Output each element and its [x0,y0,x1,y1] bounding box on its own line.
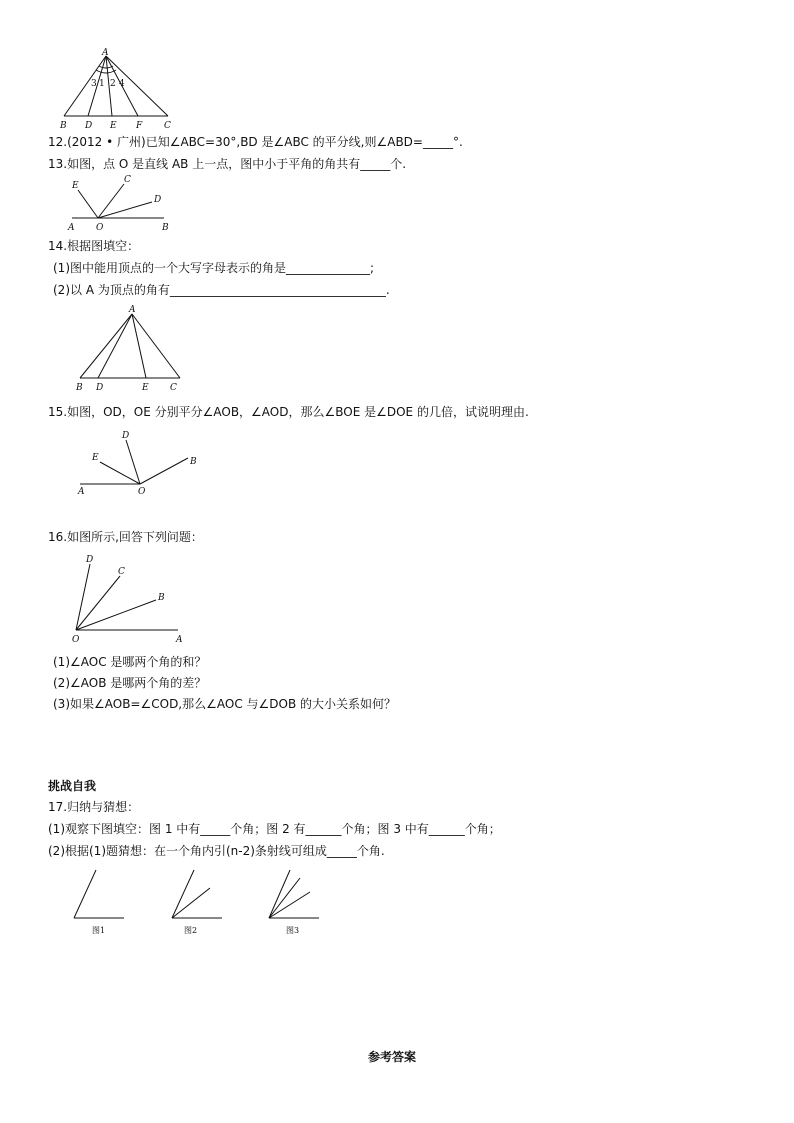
label-C: C [124,175,131,185]
figure-16 [66,550,192,646]
label-E: E [92,453,99,463]
angle-number: 4 [119,79,125,89]
label-D: D [85,121,93,131]
answers-title: 参考答案 [368,1050,417,1064]
figure-17 [64,862,334,940]
angle-number: 2 [110,79,116,89]
label-O: O [138,487,146,497]
question-17-title: 17.归纳与猜想： [48,800,140,814]
label-F: F [136,121,143,131]
question-16-part-1: (1)∠AOC 是哪两个角的和？ [53,655,207,669]
question-16-part-3: (3)如果∠AOB=∠COD,那么∠AOC 与∠DOB 的大小关系如何？ [53,697,397,711]
label-A: A [176,635,183,645]
label-D: D [86,555,94,565]
figure-13 [62,172,182,234]
label-D: D [96,383,104,393]
label-B: B [190,457,197,467]
figure-caption-3: 图3 [286,926,300,935]
label-C: C [164,121,171,131]
triangle-figure-top [58,46,188,134]
question-12: 12.(2012 • 广州)已知∠ABC=30°,BD 是∠ABC 的平分线,则∠ABD=_____°. [48,135,463,149]
label-A: A [78,487,85,497]
question-15: 15.如图，OD，OE 分别平分∠AOB，∠AOD，那么∠BOE 是∠DOE 的几倍，试说明理由. [48,405,529,419]
label-O: O [96,223,104,233]
label-C: C [118,567,125,577]
label-O: O [72,635,80,645]
question-14-part-1: (1)图中能用顶点的一个大写字母表示的角是______________; [53,261,375,275]
question-16-part-2: (2)∠AOB 是哪两个角的差？ [53,676,207,690]
question-13: 13.如图，点 O 是直线 AB 上一点，图中小于平角的角共有_____个. [48,157,407,171]
label-E: E [110,121,117,131]
figure-caption-1: 图1 [92,926,106,935]
label-B: B [76,383,83,393]
question-14-title: 14.根据图填空： [48,239,140,253]
label-C: C [170,383,177,393]
label-A: A [102,48,109,58]
angle-number: 1 [99,79,105,89]
label-D: D [154,195,162,205]
label-A: A [129,305,136,315]
label-B: B [60,121,67,131]
question-16-title: 16.如图所示,回答下列问题： [48,530,203,544]
label-B: B [158,593,165,603]
label-B: B [162,223,169,233]
label-D: D [122,431,130,441]
label-A: A [68,223,75,233]
figure-caption-2: 图2 [184,926,198,935]
angle-number: 3 [91,79,97,89]
question-14-part-2: (2)以 A 为顶点的角有____________________________________. [53,283,390,297]
question-17-part-2: (2)根据(1)题猜想：在一个角内引(n-2)条射线可组成_____个角. [48,844,385,858]
figure-15 [74,428,204,498]
label-E: E [72,181,79,191]
question-17-part-1: (1)观察下图填空：图 1 中有_____个角；图 2 有______个角；图 3 中有______个角； [48,822,501,836]
figure-14 [72,302,192,394]
label-E: E [142,383,149,393]
section-title: 挑战自我 [48,779,97,793]
